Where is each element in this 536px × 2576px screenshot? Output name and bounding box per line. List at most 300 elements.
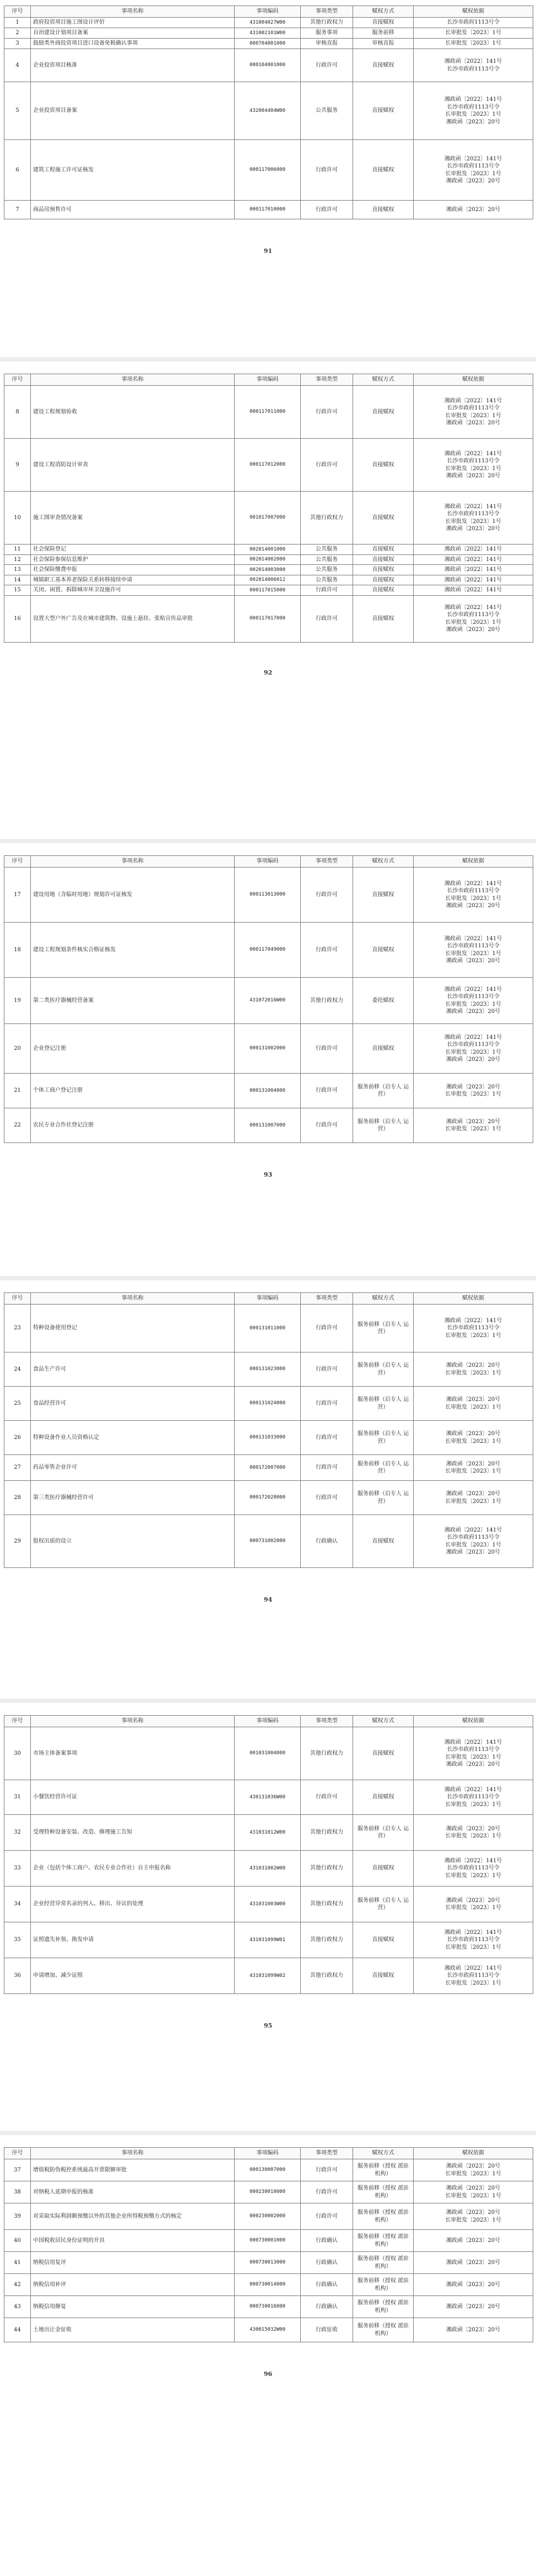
cell-basis [414,2252,533,2274]
cell-seq: 25 [4,1387,31,1421]
cell-item-type: 其他行政权力 [301,978,353,1024]
cell-method: 直接赋权 [353,554,414,565]
cell-item-type: 公共服务 [301,545,353,555]
header-method: 赋权方式 [353,2148,414,2159]
cell-method: 委托赋权 [353,978,414,1024]
authorization-table [4,6,533,219]
cell-item-code: 000117017000 [235,595,301,642]
cell-item-name: 股权出质的设立 [31,1515,235,1568]
cell-seq: 20 [4,1024,31,1074]
cell-item-code: 000172028000 [235,1481,301,1515]
cell-basis [414,1958,533,1994]
table-row [4,554,533,565]
basis-line: 长审批发〔2023〕1号 [445,1754,501,1760]
basis-line: 长审批发〔2023〕1号 [445,1980,501,1986]
basis-line: 长沙市政府1113号令 [447,1747,500,1753]
cell-seq: 37 [4,2159,31,2181]
cell-item-name: 社会保险缴费申报 [31,565,235,575]
cell-seq: 34 [4,1887,31,1922]
header-code: 事项编码 [235,856,301,867]
basis-line: 湘政函〔2022〕141号 [444,880,502,887]
cell-item-type: 行政许可 [301,1387,353,1421]
cell-item-code: 431002101W00 [235,28,301,39]
cell-item-code: 000730014000 [235,2274,301,2296]
cell-item-code: 000230010000 [235,2181,301,2203]
header-code: 事项编码 [235,2148,301,2159]
cell-item-name: 对纳税人延期申报的核准 [31,2181,235,2203]
basis-line: 长审批发〔2023〕1号 [445,2217,501,2223]
cell-item-code: 431031002W00 [235,1851,301,1887]
cell-item-code: 431004027W00 [235,18,301,28]
basis-line: 长审批发〔2023〕1号 [445,1468,501,1474]
cell-item-name: 自治建设计划项目备案 [31,28,235,39]
cell-item-name: 特种设备使用登记 [31,1305,235,1352]
cell-item-code: 000172007000 [235,1455,301,1481]
cell-method: 直接赋权 [353,585,414,596]
cell-item-code: 001017007000 [235,492,301,545]
basis-line: 湘政函〔2022〕141号 [444,1317,502,1324]
cell-basis [414,18,533,28]
cell-method: 服务前移（启专人 运营） [353,1074,414,1108]
header-method: 赋权方式 [353,856,414,867]
cell-seq: 38 [4,2181,31,2203]
cell-seq: 10 [4,492,31,545]
table-row [4,2230,533,2252]
table-row [4,1481,533,1515]
cell-item-name: 纳税信用复评 [31,2252,235,2274]
cell-item-type: 行政许可 [301,2181,353,2203]
cell-item-code: 000731002000 [235,1515,301,1568]
header-type: 事项类型 [301,856,353,867]
cell-method: 直接赋权 [353,545,414,555]
table-row [4,2159,533,2181]
cell-item-name: 企业（包括个体工商户、农民专业合作社）自主申报名称 [31,1851,235,1887]
basis-line: 湘政函〔2023〕20号 [446,206,501,213]
cell-seq: 35 [4,1922,31,1958]
cell-method: 服务前移 [353,28,414,39]
cell-item-name: 企业投资项目核准 [31,49,235,82]
cell-method: 直接赋权 [353,201,414,219]
basis-line: 长沙市政府1113号令 [447,511,500,517]
cell-method: 直接赋权 [353,1922,414,1958]
cell-item-name: 中国税收居民身份证明的开具 [31,2230,235,2252]
page-number: 92 [263,669,273,676]
basis-line: 湘政函〔2023〕20号 [446,1549,501,1555]
table-row [4,2181,533,2203]
cell-method: 直接赋权 [353,140,414,201]
cell-method: 直接赋权 [353,492,414,545]
cell-item-type: 其他行政权力 [301,1887,353,1922]
cell-item-name: 受理特种设备安装、改造、修理施工告知 [31,1815,235,1851]
cell-item-type: 行政确认 [301,2296,353,2318]
basis-line: 湘政函〔2022〕141号 [444,397,502,404]
cell-seq: 29 [4,1515,31,1568]
page-number: 94 [263,1596,273,1603]
header-basis: 赋权依据 [414,1716,533,1727]
cell-basis [414,1851,533,1887]
table-header-row [4,6,533,18]
cell-seq: 43 [4,2296,31,2318]
cell-item-code: 000117010000 [235,201,301,219]
header-basis: 赋权依据 [414,1293,533,1305]
cell-seq: 42 [4,2274,31,2296]
cell-item-type: 行政许可 [301,1305,353,1352]
cell-item-type: 行政许可 [301,1024,353,1074]
page-separator [0,1699,536,1703]
cell-basis [414,2230,533,2252]
table-header-row [4,856,533,867]
header-type: 事项类型 [301,2148,353,2159]
cell-item-name: 建设工程规划验收 [31,386,235,439]
cell-item-type: 行政许可 [301,1481,353,1515]
cell-item-code: 430015032W00 [235,2318,301,2342]
cell-seq: 33 [4,1851,31,1887]
basis-line: 长沙市政府1113号令 [447,104,500,110]
cell-item-type: 行政许可 [301,2159,353,2181]
basis-line: 湘政函〔2023〕20号 [446,2303,501,2310]
basis-line: 长审批发〔2023〕1号 [445,518,501,525]
basis-line: 长沙市政府1113号令 [447,1534,500,1540]
cell-basis [414,1421,533,1455]
basis-line: 长沙市政府1113号令 [447,943,500,949]
table-row [4,867,533,923]
cell-item-code: 000730016000 [235,2296,301,2318]
cell-item-type: 其他行政权力 [301,1815,353,1851]
basis-line: 长沙市政府1113号令 [447,1973,500,1979]
cell-item-type: 行政许可 [301,1421,353,1455]
basis-line: 湘政函〔2022〕141号 [444,567,502,573]
authorization-table [4,1715,533,1994]
basis-line: 长沙市政府1113号令 [447,66,500,72]
cell-basis [414,2296,533,2318]
cell-item-type: 行政许可 [301,1074,353,1108]
header-type: 事项类型 [301,1716,353,1727]
table-header-row [4,374,533,386]
basis-line: 湘政函〔2023〕20号 [446,1057,501,1063]
cell-method: 服务前移（授权 派驻机构） [353,2203,414,2230]
page-number: 91 [263,247,273,255]
cell-method: 直接赋权 [353,565,414,575]
cell-item-name: 社会保险参保信息维护 [31,554,235,565]
cell-item-code: 431031003W00 [235,1887,301,1922]
cell-seq: 18 [4,923,31,978]
cell-item-code: 002014006012 [235,575,301,585]
cell-item-name: 建设用地（含临时用地）规划许可证核发 [31,867,235,923]
table-row [4,1922,533,1958]
basis-line: 湘政函〔2023〕20号 [446,903,501,909]
cell-item-code: 431031012W00 [235,1815,301,1851]
cell-basis [414,1305,533,1352]
cell-item-type: 行政许可 [301,1455,353,1481]
basis-line: 湘政函〔2022〕141号 [444,1739,502,1745]
cell-seq: 5 [4,82,31,140]
cell-item-name: 企业登记注册 [31,1024,235,1074]
header-type: 事项类型 [301,1293,353,1305]
cell-basis [414,923,533,978]
table-row [4,1455,533,1481]
table-row [4,439,533,492]
cell-item-name: 个体工商户登记注册 [31,1074,235,1108]
cell-item-type: 公共服务 [301,565,353,575]
basis-line: 长沙市政府1113号令 [447,888,500,894]
basis-line: 长审批发〔2023〕1号 [445,2170,501,2177]
basis-line: 湘政函〔2023〕20号 [446,1397,501,1403]
table-row [4,1421,533,1455]
authorization-table [4,2147,533,2342]
header-seq: 序号 [4,1716,31,1727]
cell-method: 直接赋权 [353,575,414,585]
table-row [4,2252,533,2274]
cell-seq: 24 [4,1352,31,1387]
cell-basis [414,1780,533,1815]
cell-basis [414,565,533,575]
cell-item-type: 其他行政权力 [301,1851,353,1887]
cell-seq: 26 [4,1421,31,1455]
page-number: 93 [263,1171,273,1178]
cell-method: 服务前移（授权 派驻机构） [353,2318,414,2342]
basis-line: 长审批发〔2023〕1号 [445,1126,501,1132]
basis-line: 湘政函〔2023〕20号 [446,420,501,426]
header-basis: 赋权依据 [414,2148,533,2159]
basis-line: 湘政函〔2023〕20号 [446,178,501,184]
authorization-table [4,855,533,1143]
cell-basis [414,28,533,39]
basis-line: 长审批发〔2023〕1号 [445,1833,501,1839]
basis-line: 湘政函〔2023〕20号 [446,473,501,479]
cell-basis [414,2181,533,2203]
header-name: 事项名称 [31,1293,235,1305]
page-number: 95 [263,2022,273,2029]
table-row [4,492,533,545]
basis-line: 长审批发〔2023〕1号 [445,895,501,902]
cell-item-type: 行政征收 [301,2318,353,2342]
cell-seq: 32 [4,1815,31,1851]
cell-item-type: 行政确认 [301,1515,353,1568]
basis-line: 湘政函〔2023〕20号 [446,1761,501,1767]
cell-basis [414,2203,533,2230]
cell-seq: 11 [4,545,31,555]
cell-seq: 44 [4,2318,31,2342]
cell-method: 审核直报 [353,39,414,49]
basis-line: 湘政函〔2022〕141号 [444,576,502,583]
cell-basis [414,2318,533,2342]
basis-line: 湘政函〔2023〕20号 [446,958,501,964]
cell-method: 直接赋权 [353,923,414,978]
table-row [4,2318,533,2342]
basis-line: 湘政函〔2022〕141号 [444,1965,502,1971]
table-row [4,1515,533,1568]
basis-line: 长沙市政府1113号令 [447,1794,500,1801]
cell-item-code: 000113013000 [235,867,301,923]
basis-line: 长沙市政府1113号令 [447,612,500,618]
basis-line: 长审批发〔2023〕1号 [445,1905,501,1911]
table-row [4,923,533,978]
basis-line: 长审批发〔2023〕1号 [445,30,501,36]
cell-method: 服务前移（授权 派驻机构） [353,2159,414,2181]
basis-line: 湘政函〔2022〕141号 [444,1786,502,1793]
cell-item-type: 行政许可 [301,201,353,219]
table-row [4,1815,533,1851]
basis-line: 长审批发〔2023〕1号 [445,1091,501,1097]
cell-item-code: 431031099W02 [235,1958,301,1994]
cell-item-code: 000104001000 [235,49,301,82]
cell-basis [414,1024,533,1074]
basis-line: 长审批发〔2023〕1号 [445,1332,501,1339]
cell-item-type: 行政确认 [301,2230,353,2252]
page-separator [0,839,536,843]
cell-seq: 41 [4,2252,31,2274]
cell-item-code: 000704001000 [235,39,301,49]
basis-line: 湘政函〔2022〕141号 [444,587,502,593]
cell-method: 服务前移（启专人 运营） [353,1108,414,1143]
cell-basis [414,595,533,642]
basis-line: 长审批发〔2023〕1号 [445,1438,501,1445]
cell-basis [414,585,533,596]
cell-seq: 15 [4,585,31,596]
basis-line: 长沙市政府1113号令 [447,1325,500,1332]
table-row [4,386,533,439]
cell-item-name: 申请增加、减少证照 [31,1958,235,1994]
header-seq: 序号 [4,6,31,18]
basis-line: 长审批发〔2023〕1号 [445,170,501,177]
basis-line: 长沙市政府1113号令 [447,19,500,26]
basis-line: 湘政函〔2023〕20号 [446,2281,501,2288]
cell-item-code: 431031099W01 [235,1922,301,1958]
cell-method: 直接赋权 [353,1727,414,1780]
cell-seq: 19 [4,978,31,1024]
cell-item-code: 000131011000 [235,1305,301,1352]
cell-item-name: 商品房预售许可 [31,201,235,219]
cell-item-name: 证照遗失补领、换发申请 [31,1922,235,1958]
basis-line: 湘政函〔2022〕141号 [444,546,502,552]
cell-item-type: 行政许可 [301,595,353,642]
header-basis: 赋权依据 [414,856,533,867]
cell-item-name: 第二类医疗器械经营备案 [31,978,235,1024]
cell-seq: 40 [4,2230,31,2252]
cell-basis [414,1074,533,1108]
cell-basis [414,82,533,140]
cell-method: 直接赋权 [353,1024,414,1074]
cell-method: 服务前移（启专人 运营） [353,1815,414,1851]
cell-method: 直接赋权 [353,49,414,82]
table-row [4,2203,533,2230]
basis-line: 长沙市政府1113号令 [447,163,500,169]
basis-line: 长审批发〔2023〕1号 [445,2192,501,2199]
header-method: 赋权方式 [353,374,414,386]
basis-line: 湘政函〔2023〕20号 [446,526,501,532]
cell-seq: 39 [4,2203,31,2230]
table-row [4,545,533,555]
basis-line: 湘政函〔2022〕141号 [444,935,502,942]
cell-basis [414,1727,533,1780]
cell-basis [414,1922,533,1958]
cell-item-type: 公共服务 [301,575,353,585]
cell-item-name: 对采取实际利润额预缴以外的其他企业所得税预缴方式的核定 [31,2203,235,2230]
basis-line: 湘政函〔2022〕141号 [444,1527,502,1533]
basis-line: 湘政函〔2023〕20号 [446,627,501,633]
cell-item-type: 其他行政权力 [301,18,353,28]
cell-item-type: 行政许可 [301,923,353,978]
cell-method: 服务前移（启专人 运营） [353,1887,414,1922]
basis-line: 湘政函〔2023〕20号 [446,2326,501,2333]
basis-line: 湘政函〔2023〕20号 [446,1084,501,1090]
table-header-row [4,1293,533,1305]
cell-basis [414,545,533,555]
cell-seq: 31 [4,1780,31,1815]
cell-item-code: 001031004000 [235,1727,301,1780]
header-name: 事项名称 [31,1716,235,1727]
header-code: 事项编码 [235,6,301,18]
basis-line: 湘政函〔2022〕141号 [444,1929,502,1936]
basis-line: 湘政函〔2022〕141号 [444,450,502,457]
basis-line: 湘政函〔2023〕20号 [446,1431,501,1437]
header-seq: 序号 [4,856,31,867]
cell-seq: 27 [4,1455,31,1481]
basis-line: 长审批发〔2023〕1号 [445,1542,501,1548]
cell-basis [414,49,533,82]
table-row [4,1887,533,1922]
header-name: 事项名称 [31,856,235,867]
cell-item-code: 000117011000 [235,386,301,439]
cell-item-name: 鼓励类外商投资项目进口设备免税确认事项 [31,39,235,49]
basis-line: 长审批发〔2023〕1号 [445,465,501,472]
table-row [4,1074,533,1108]
cell-method: 服务前移（授权 派驻机构） [353,2296,414,2318]
cell-seq: 21 [4,1074,31,1108]
cell-basis [414,867,533,923]
basis-line: 湘政函〔2022〕141号 [444,1857,502,1864]
basis-line: 湘政函〔2023〕20号 [446,2209,501,2216]
cell-basis [414,1387,533,1421]
header-name: 事项名称 [31,374,235,386]
table-header-row [4,2148,533,2159]
basis-line: 长沙市政府1113号令 [447,1937,500,1943]
cell-item-type: 行政确认 [301,2252,353,2274]
cell-seq: 23 [4,1305,31,1352]
cell-item-type: 服务事项 [301,28,353,39]
cell-basis [414,201,533,219]
cell-item-type: 行政许可 [301,867,353,923]
header-code: 事项编码 [235,1293,301,1305]
cell-seq: 4 [4,49,31,82]
cell-item-type: 行政确认 [301,2274,353,2296]
basis-line: 长审批发〔2023〕1号 [445,1944,501,1950]
cell-item-code: 002014002000 [235,554,301,565]
basis-line: 长审批发〔2023〕1号 [445,1001,501,1007]
authorization-table [4,1292,533,1568]
basis-line: 湘政函〔2022〕141号 [444,155,502,162]
cell-seq: 8 [4,386,31,439]
cell-method: 服务前移（授权 派驻机构） [353,2230,414,2252]
table-row [4,1780,533,1815]
cell-item-name: 市场主体备案事项 [31,1727,235,1780]
cell-item-name: 土地出让金征收 [31,2318,235,2342]
cell-item-code: 000131002000 [235,1024,301,1074]
cell-item-code: 000230002000 [235,2203,301,2230]
table-row [4,585,533,596]
cell-item-type: 行政许可 [301,1108,353,1143]
cell-item-code: 000730001000 [235,2230,301,2252]
cell-item-type: 审核直报 [301,39,353,49]
cell-method: 直接赋权 [353,1515,414,1568]
cell-item-type: 公共服务 [301,82,353,140]
cell-basis [414,1352,533,1387]
cell-seq: 2 [4,28,31,39]
cell-item-name: 食品经营许可 [31,1387,235,1421]
cell-item-code: 000117006000 [235,140,301,201]
cell-basis [414,439,533,492]
basis-line: 湘政函〔2023〕20号 [446,1118,501,1125]
